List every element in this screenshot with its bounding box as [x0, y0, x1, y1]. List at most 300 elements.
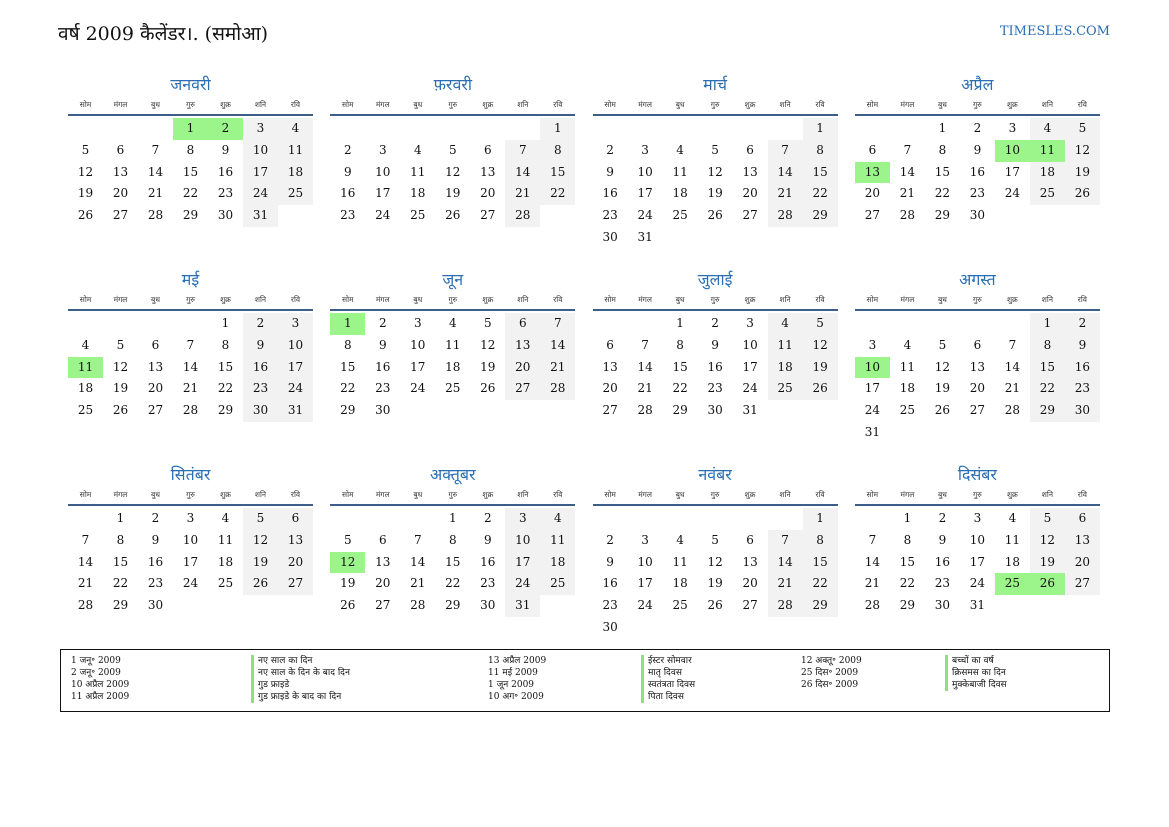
day-cell: 22 [934, 186, 951, 201]
day-cell: 6 [151, 337, 160, 352]
day-cell: 12 [480, 337, 496, 352]
legend-date: 1 जून 2009 [488, 680, 535, 690]
weekday-label: सोम [866, 490, 879, 499]
days-grid [593, 118, 838, 249]
day-cell: 16 [934, 554, 951, 569]
day-cell: 17 [243, 162, 278, 184]
weekday-label: शनि [254, 100, 267, 109]
day-cell: 17 [1004, 164, 1021, 179]
day-cell: 3 [278, 313, 313, 335]
day-cell: 27 [742, 208, 758, 223]
day-cell: 25 [1030, 183, 1065, 205]
weekday-label: बुध [151, 490, 160, 499]
day-cell: 5 [448, 142, 457, 157]
month-name: अगस्त [959, 270, 996, 289]
empty-cell [68, 508, 103, 530]
empty-cell [768, 118, 803, 140]
site-link[interactable]: TIMESLES.COM [999, 24, 1110, 39]
day-cell: 20 [375, 576, 391, 591]
weekday-label: शनि [779, 100, 791, 109]
month-calendar [855, 72, 1100, 267]
day-cell: 24 [243, 183, 278, 205]
day-cell: 12 [1030, 530, 1065, 552]
day-cell: 2 [606, 532, 614, 547]
day-cell: 22 [540, 183, 575, 205]
day-cell: 10 [969, 532, 986, 547]
day-cell: 24 [505, 573, 540, 595]
day-cell: 12 [803, 335, 838, 357]
day-cell: 2 [151, 511, 160, 525]
weekday-label: सोम [604, 295, 616, 304]
weekday-label: शुक्र [220, 490, 231, 499]
day-cell: 7 [186, 337, 195, 352]
day-cell: 16 [375, 359, 391, 374]
day-cell: 9 [938, 532, 947, 547]
day-cell: 30 [480, 598, 496, 613]
day-cell: 12 [243, 530, 278, 552]
day-cell: 9 [221, 142, 230, 157]
day-cell: 10 [742, 337, 758, 352]
day-cell: 12 [77, 164, 94, 179]
day-cell: 25 [410, 208, 426, 223]
empty-cell [138, 118, 173, 140]
month-name: सितंबर [170, 465, 211, 484]
weekday-label: गुरु [448, 100, 458, 109]
day-cell: 20 [505, 357, 540, 379]
weekday-label: शुक्र [744, 100, 756, 109]
day-cell: 26 [243, 573, 278, 595]
day-cell: 22 [803, 183, 838, 205]
day-cell: 18 [278, 162, 313, 184]
day-cell: 19 [445, 186, 461, 201]
day-cell: 23 [1065, 378, 1100, 400]
weekday-label: सोम [342, 100, 354, 109]
day-cell: 13 [1065, 530, 1100, 552]
day-cell: 5 [483, 316, 492, 330]
empty-cell [103, 118, 138, 140]
day-cell: 31 [278, 400, 313, 422]
day-cell: 27 [742, 598, 758, 613]
empty-cell [365, 118, 400, 140]
day-cell: 3 [973, 511, 982, 525]
month-name: मार्च [703, 75, 728, 94]
weekday-header [330, 487, 575, 506]
day-cell: 10 [375, 164, 391, 179]
day-cell: 13 [742, 554, 758, 569]
days-grid [330, 508, 575, 617]
day-cell: 27 [602, 403, 618, 418]
day-cell: 5 [803, 313, 838, 335]
day-cell: 5 [1065, 118, 1100, 140]
day-cell: 23 [602, 598, 618, 613]
day-cell: 2 [1065, 313, 1100, 335]
weekday-header [855, 292, 1100, 311]
day-cell: 20 [742, 576, 758, 591]
legend-name-column [251, 655, 350, 703]
day-cell: 18 [1004, 554, 1021, 569]
day-cell: 18 [77, 381, 94, 396]
day-cell: 24 [410, 381, 426, 396]
day-cell: 24 [969, 576, 986, 591]
day-cell: 22 [445, 576, 461, 591]
weekday-header [593, 487, 838, 506]
day-cell: 20 [112, 186, 129, 201]
weekday-label: मंगल [375, 295, 390, 304]
day-cell: 24 [375, 208, 391, 223]
day-cell: 25 [540, 573, 575, 595]
empty-cell [593, 118, 628, 140]
day-cell: 2 [243, 313, 278, 335]
day-cell: 1 [221, 316, 230, 330]
weekday-label: मंगल [375, 490, 390, 499]
day-cell: 5 [116, 337, 125, 352]
weekday-label: सोम [866, 295, 879, 304]
weekday-label: बुध [413, 295, 423, 304]
day-cell: 26 [707, 598, 723, 613]
empty-cell [400, 118, 435, 140]
day-cell: 16 [602, 186, 618, 201]
empty-cell [995, 313, 1030, 335]
day-cell: 10 [637, 554, 653, 569]
day-cell: 26 [340, 598, 356, 613]
month-name: मई [181, 270, 200, 289]
weekday-header [330, 292, 575, 311]
day-cell: 8 [448, 532, 457, 547]
day-cell: 24 [1004, 186, 1021, 201]
day-cell: 16 [969, 164, 986, 179]
weekday-label: शनि [254, 295, 267, 304]
day-cell: 23 [243, 378, 278, 400]
day-cell: 9 [151, 532, 160, 547]
empty-cell [628, 508, 663, 530]
day-cell: 24 [182, 576, 199, 591]
legend-holiday-name: बच्चों का वर्ष [945, 655, 1007, 667]
day-cell: 22 [217, 381, 234, 396]
weekday-label: शुक्र [482, 295, 494, 304]
empty-cell [733, 118, 768, 140]
day-cell: 18 [217, 554, 234, 569]
day-cell: 20 [480, 186, 496, 201]
legend-date: 13 अप्रैल 2009 [488, 656, 547, 666]
day-cell: 28 [77, 598, 94, 613]
day-cell: 8 [803, 140, 838, 162]
holiday-day-cell: 1 [330, 313, 365, 335]
month-name: फ़रवरी [433, 75, 473, 94]
day-cell: 21 [637, 381, 653, 396]
day-cell: 19 [112, 381, 129, 396]
page-title: वर्ष 2009 कैलेंडर।. (समोआ) [58, 23, 269, 45]
day-cell: 20 [864, 186, 881, 201]
weekday-label: रवि [1077, 295, 1087, 304]
holiday-day-cell: 2 [208, 118, 243, 140]
day-cell: 24 [637, 208, 653, 223]
day-cell: 20 [969, 381, 986, 396]
day-cell: 4 [221, 511, 230, 525]
day-cell: 15 [445, 554, 461, 569]
day-cell: 25 [278, 183, 313, 205]
day-cell: 9 [606, 164, 614, 179]
day-cell: 3 [641, 142, 649, 157]
day-cell: 14 [182, 359, 199, 374]
day-cell: 8 [1030, 335, 1065, 357]
day-cell: 16 [480, 554, 496, 569]
day-cell: 18 [445, 359, 461, 374]
day-cell: 6 [483, 142, 492, 157]
day-cell: 22 [340, 381, 356, 396]
weekday-label: रवि [290, 100, 301, 109]
day-cell: 15 [182, 164, 199, 179]
day-cell: 1 [540, 118, 575, 140]
weekday-label: रवि [553, 295, 563, 304]
holiday-day-cell: 1 [173, 118, 208, 140]
day-cell: 6 [973, 337, 982, 352]
day-cell: 27 [864, 208, 881, 223]
day-cell: 4 [1030, 118, 1065, 140]
day-cell: 28 [505, 205, 540, 227]
day-cell: 30 [602, 619, 618, 634]
day-cell: 9 [483, 532, 492, 547]
legend-date-column [801, 655, 862, 691]
weekday-label: गुरु [186, 100, 195, 109]
day-cell: 27 [278, 573, 313, 595]
day-cell: 19 [480, 359, 496, 374]
month-calendar [593, 72, 838, 267]
weekday-label: रवि [553, 100, 563, 109]
day-cell: 26 [1065, 183, 1100, 205]
empty-cell [138, 313, 173, 335]
day-cell: 2 [606, 142, 614, 157]
day-cell: 6 [1065, 508, 1100, 530]
day-cell: 4 [903, 337, 912, 352]
legend-name-column [945, 655, 1007, 691]
weekday-label: गुरु [973, 295, 982, 304]
legend-holiday-name: नए साल का दिन [251, 655, 350, 667]
day-cell: 23 [340, 208, 356, 223]
legend-holiday-name: नए साल के दिन के बाद दिन [251, 667, 350, 679]
day-cell: 16 [217, 164, 234, 179]
weekday-label: शनि [1041, 490, 1053, 499]
day-cell: 29 [1030, 400, 1065, 422]
day-cell: 10 [410, 337, 426, 352]
weekday-label: शनि [1041, 100, 1053, 109]
weekday-label: शुक्र [220, 100, 231, 109]
day-cell: 3 [1008, 121, 1017, 135]
day-cell: 20 [1065, 552, 1100, 574]
day-cell: 28 [410, 598, 426, 613]
weekday-label: गुरु [710, 100, 720, 109]
day-cell: 6 [278, 508, 313, 530]
day-cell: 29 [340, 403, 356, 418]
day-cell: 25 [217, 576, 234, 591]
weekday-header [855, 487, 1100, 506]
day-cell: 21 [77, 576, 94, 591]
weekday-label: सोम [866, 100, 879, 109]
weekday-label: गुरु [973, 100, 982, 109]
day-cell: 8 [186, 142, 195, 157]
day-cell: 15 [899, 554, 916, 569]
day-cell: 16 [1065, 357, 1100, 379]
days-grid [593, 508, 838, 639]
day-cell: 11 [1004, 532, 1021, 547]
day-cell: 7 [641, 337, 649, 352]
empty-cell [593, 313, 628, 335]
day-cell: 14 [637, 359, 653, 374]
day-cell: 17 [410, 359, 426, 374]
day-cell: 30 [934, 598, 951, 613]
day-cell: 7 [868, 532, 877, 547]
day-cell: 10 [278, 335, 313, 357]
weekday-label: सोम [79, 490, 92, 499]
day-cell: 13 [742, 164, 758, 179]
day-cell: 1 [1030, 313, 1065, 335]
month-calendar [330, 267, 575, 462]
days-grid [593, 313, 838, 422]
day-cell: 18 [768, 357, 803, 379]
day-cell: 24 [278, 378, 313, 400]
day-cell: 3 [868, 337, 877, 352]
holiday-day-cell: 25 [995, 573, 1030, 595]
legend-date: 10 अग॰ 2009 [488, 692, 544, 702]
day-cell: 10 [243, 140, 278, 162]
day-cell: 26 [480, 381, 496, 396]
day-cell: 22 [672, 381, 688, 396]
month-name: दिसंबर [957, 465, 997, 484]
weekday-label: बुध [937, 490, 947, 499]
month-calendar [593, 267, 838, 462]
day-cell: 13 [602, 359, 618, 374]
day-cell: 4 [1008, 511, 1017, 525]
day-cell: 15 [934, 164, 951, 179]
day-cell: 7 [768, 530, 803, 552]
holiday-day-cell: 10 [855, 357, 890, 379]
legend-date: 26 दिस॰ 2009 [801, 680, 859, 690]
day-cell: 25 [77, 403, 94, 418]
weekday-label: रवि [815, 490, 825, 499]
weekday-label: रवि [553, 490, 563, 499]
weekday-label: शुक्र [744, 295, 756, 304]
weekday-label: रवि [1077, 100, 1087, 109]
holiday-day-cell: 11 [1030, 140, 1065, 162]
day-cell: 17 [742, 359, 758, 374]
day-cell: 5 [1030, 508, 1065, 530]
day-cell: 18 [672, 576, 688, 591]
day-cell: 8 [803, 530, 838, 552]
day-cell: 8 [676, 337, 684, 352]
day-cell: 15 [217, 359, 234, 374]
day-cell: 31 [243, 205, 278, 227]
day-cell: 10 [637, 164, 653, 179]
legend-name-column [641, 655, 695, 703]
weekday-label: गुरु [186, 490, 195, 499]
weekday-label: मंगल [113, 100, 128, 109]
day-cell: 18 [672, 186, 688, 201]
weekday-label: सोम [342, 295, 354, 304]
day-cell: 13 [112, 164, 129, 179]
day-cell: 12 [707, 164, 723, 179]
day-cell: 15 [112, 554, 129, 569]
day-cell: 3 [378, 142, 387, 157]
day-cell: 27 [1065, 573, 1100, 595]
weekday-label: रवि [815, 100, 825, 109]
weekday-label: शुक्र [482, 100, 494, 109]
day-cell: 11 [768, 335, 803, 357]
day-cell: 28 [768, 205, 803, 227]
day-cell: 21 [505, 183, 540, 205]
day-cell: 27 [147, 403, 164, 418]
days-grid [68, 118, 313, 227]
day-cell: 17 [182, 554, 199, 569]
empty-cell [855, 118, 890, 140]
weekday-header [593, 97, 838, 116]
day-cell: 16 [707, 359, 723, 374]
day-cell: 28 [147, 208, 164, 223]
empty-cell [593, 508, 628, 530]
empty-cell [733, 508, 768, 530]
day-cell: 30 [1065, 400, 1100, 422]
day-cell: 7 [505, 140, 540, 162]
day-cell: 19 [77, 186, 94, 201]
weekday-label: बुध [151, 100, 160, 109]
day-cell: 2 [343, 142, 352, 157]
day-cell: 4 [676, 142, 684, 157]
day-cell: 11 [445, 337, 461, 352]
empty-cell [628, 313, 663, 335]
weekday-label: रवि [815, 295, 825, 304]
day-cell: 23 [934, 576, 951, 591]
weekday-header [68, 487, 313, 506]
weekday-label: मंगल [638, 490, 652, 499]
empty-cell [68, 313, 103, 335]
day-cell: 23 [480, 576, 496, 591]
empty-cell [330, 508, 365, 530]
day-cell: 20 [602, 381, 618, 396]
legend-date-column [71, 655, 129, 703]
weekday-label: सोम [79, 295, 92, 304]
day-cell: 17 [637, 186, 653, 201]
holiday-day-cell: 12 [330, 552, 365, 574]
day-cell: 14 [77, 554, 94, 569]
day-cell: 8 [903, 532, 912, 547]
days-grid [855, 313, 1100, 444]
legend-date: 10 अप्रैल 2009 [71, 680, 130, 690]
day-cell: 25 [899, 403, 916, 418]
day-cell: 31 [637, 229, 653, 244]
weekday-label: मंगल [900, 100, 915, 109]
day-cell: 5 [81, 142, 90, 157]
day-cell: 9 [1065, 335, 1100, 357]
legend-date: 25 दिस॰ 2009 [801, 668, 859, 678]
day-cell: 30 [243, 400, 278, 422]
day-cell: 28 [637, 403, 653, 418]
day-cell: 8 [221, 337, 230, 352]
day-cell: 17 [278, 357, 313, 379]
weekday-label: शुक्र [744, 490, 756, 499]
weekday-header [593, 292, 838, 311]
day-cell: 28 [768, 595, 803, 617]
empty-cell [663, 508, 698, 530]
month-name: अक्तूबर [429, 465, 476, 484]
day-cell: 30 [602, 229, 618, 244]
day-cell: 16 [147, 554, 164, 569]
day-cell: 3 [243, 118, 278, 140]
weekday-label: बुध [151, 295, 160, 304]
day-cell: 23 [217, 186, 234, 201]
day-cell: 30 [707, 403, 723, 418]
day-cell: 9 [711, 337, 719, 352]
day-cell: 12 [112, 359, 129, 374]
day-cell: 14 [1004, 359, 1021, 374]
day-cell: 26 [445, 208, 461, 223]
